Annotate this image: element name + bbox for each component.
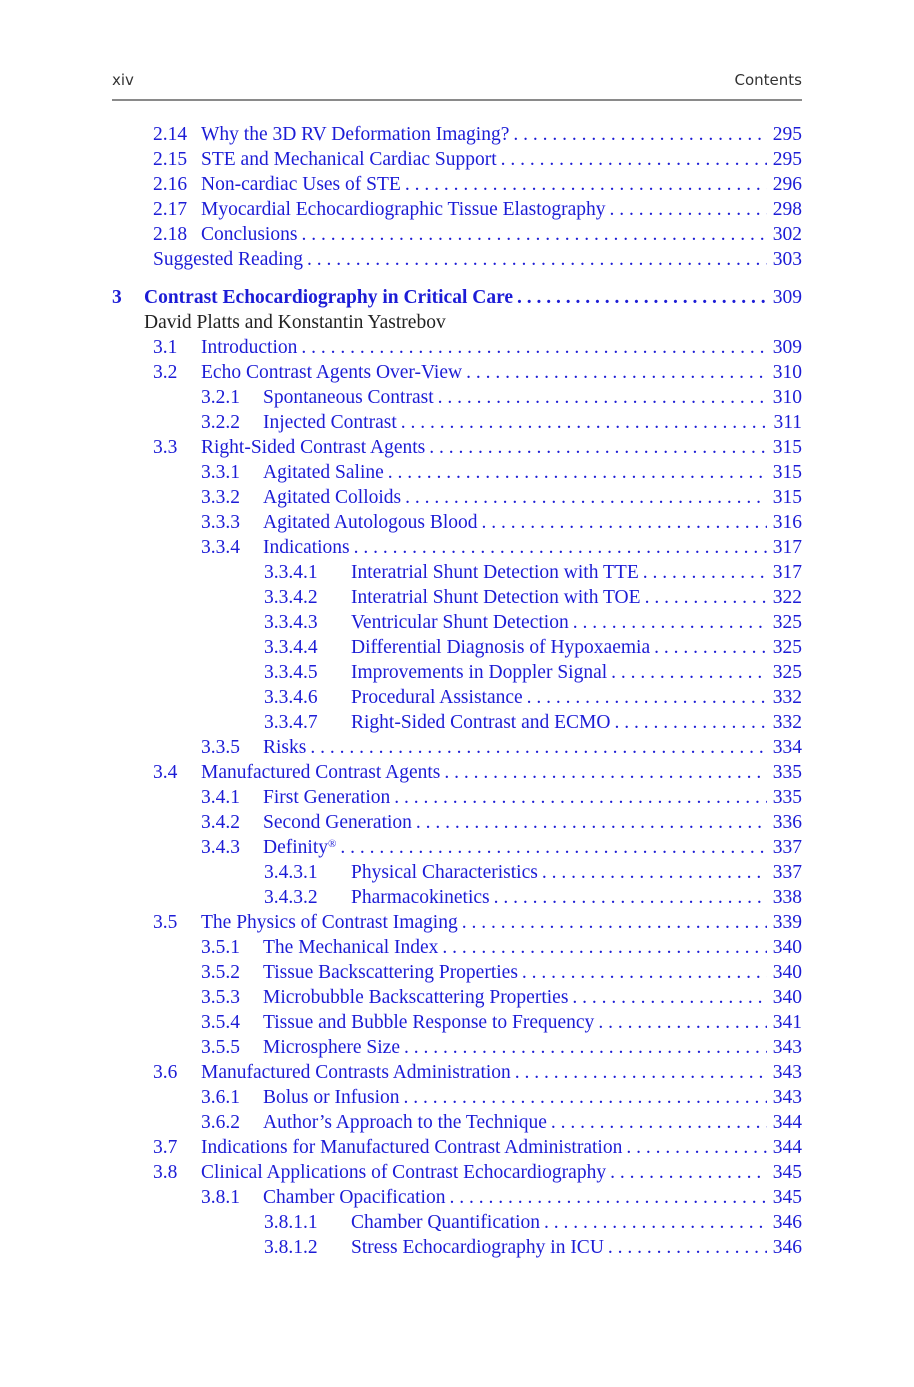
dot-leader — [654, 635, 767, 660]
entry-title-text: Echo Contrast Agents Over-View — [201, 362, 463, 383]
toc-entry[interactable] — [0, 1010, 914, 1035]
entry-title-text: Interatrial Shunt Detection with TOE — [351, 587, 641, 608]
toc-entry[interactable] — [0, 810, 914, 835]
entry-title — [263, 1035, 404, 1060]
toc-entry[interactable] — [0, 935, 914, 960]
running-head — [112, 71, 802, 95]
entry-page-number: 315 — [767, 460, 802, 485]
entry-number: 3.6 — [153, 1062, 178, 1083]
entry-title — [263, 985, 572, 1010]
dot-leader — [405, 485, 767, 510]
dot-leader — [614, 710, 766, 735]
dot-leader — [310, 735, 766, 760]
toc-entry[interactable] — [0, 197, 914, 222]
entry-number: 3.3.4.6 — [264, 687, 318, 708]
dot-leader — [438, 385, 767, 410]
dot-leader — [645, 585, 767, 610]
entry-page-number: 343 — [767, 1085, 802, 1110]
entry-number: 3.2.1 — [201, 387, 240, 408]
dot-leader — [542, 860, 767, 885]
entry-title-text: The Mechanical Index — [263, 937, 439, 958]
entry-page-number: 310 — [767, 360, 802, 385]
dot-leader — [598, 1010, 766, 1035]
dot-leader — [429, 435, 767, 460]
entry-title-text: Conclusions — [201, 224, 298, 245]
entry-number: 3.3.3 — [201, 512, 240, 533]
entry-page-number: 311 — [767, 410, 802, 435]
entry-number: 3.6.2 — [201, 1112, 240, 1133]
entry-title-text: Procedural Assistance — [351, 687, 523, 708]
entry-page-number: 337 — [767, 835, 802, 860]
entry-page-number: 296 — [767, 172, 802, 197]
entry-title — [201, 147, 501, 172]
entry-title-text: Agitated Autologous Blood — [263, 512, 478, 533]
entry-number: 3.5.1 — [201, 937, 240, 958]
entry-page-number: 298 — [767, 197, 802, 222]
entry-number: 3.4.3.1 — [264, 862, 318, 883]
dot-leader — [573, 610, 767, 635]
entry-title-text: Second Generation — [263, 812, 412, 833]
toc-entry[interactable] — [0, 247, 914, 272]
entry-number: 3.4.2 — [201, 812, 240, 833]
entry-page-number: 334 — [767, 735, 802, 760]
entry-title — [201, 1160, 610, 1185]
entry-page-number: 332 — [767, 685, 802, 710]
entry-title-text: Why the 3D RV Deformation Imaging? — [201, 124, 510, 145]
dot-leader — [610, 1160, 767, 1185]
entry-page-number: 345 — [767, 1185, 802, 1210]
entry-title-text: Injected Contrast — [263, 412, 397, 433]
entry-title-text: Non-cardiac Uses of STE — [201, 174, 401, 195]
entry-page-number: 339 — [767, 910, 802, 935]
entry-title — [263, 460, 388, 485]
entry-number: 2.14 — [153, 124, 188, 145]
running-head-title: Contents — [734, 71, 802, 89]
header-rule — [112, 99, 802, 101]
toc-entry[interactable] — [0, 885, 914, 910]
chapter-entry[interactable] — [0, 285, 914, 310]
entry-title — [201, 910, 462, 935]
entry-title-text: Introduction — [201, 337, 298, 358]
entry-title-text: First Generation — [263, 787, 391, 808]
entry-title-text: Stress Echocardiography in ICU — [351, 1237, 604, 1258]
toc-entry[interactable] — [0, 785, 914, 810]
entry-title — [351, 860, 542, 885]
entry-number: 3.3.4.3 — [264, 612, 318, 633]
entry-number: 3.3.4.4 — [264, 637, 318, 658]
toc-entry[interactable] — [0, 660, 914, 685]
entry-title-text: Author’s Approach to the Technique — [263, 1112, 547, 1133]
entry-page-number: 335 — [767, 760, 802, 785]
entry-title-text: Right-Sided Contrast and ECMO — [351, 712, 611, 733]
entry-title — [201, 222, 301, 247]
toc-entry[interactable] — [0, 435, 914, 460]
chapter-page-number: 309 — [767, 285, 802, 310]
entry-page-number: 340 — [767, 935, 802, 960]
entry-number: 2.18 — [153, 224, 188, 245]
entry-page-number: 346 — [767, 1235, 802, 1260]
toc-entry[interactable] — [0, 635, 914, 660]
dot-leader — [494, 885, 767, 910]
entry-title — [263, 935, 442, 960]
dot-leader — [416, 810, 767, 835]
entry-page-number: 340 — [767, 960, 802, 985]
dot-leader — [626, 1135, 766, 1160]
entry-title-text: Indications — [263, 537, 350, 558]
entry-title — [201, 197, 610, 222]
toc-entry[interactable] — [0, 535, 914, 560]
entry-number: 3.3.4.7 — [264, 712, 318, 733]
toc-entry[interactable] — [0, 410, 914, 435]
entry-title — [263, 785, 394, 810]
entry-number: 3.3.4.1 — [264, 562, 318, 583]
entry-number: 3.8.1.2 — [264, 1237, 318, 1258]
entry-title-text: Chamber Quantification — [351, 1212, 540, 1233]
entry-title — [351, 885, 494, 910]
entry-title-text: Improvements in Doppler Signal — [351, 662, 608, 683]
entry-number: 3.3.4.5 — [264, 662, 318, 683]
entry-title-text: Right-Sided Contrast Agents — [201, 437, 426, 458]
entry-page-number: 337 — [767, 860, 802, 885]
entry-number: 2.15 — [153, 149, 188, 170]
entry-page-number: 343 — [767, 1035, 802, 1060]
toc-entry[interactable] — [0, 1185, 914, 1210]
entry-title — [201, 360, 466, 385]
dot-leader — [401, 410, 768, 435]
dot-leader — [611, 660, 767, 685]
toc-entry[interactable] — [0, 710, 914, 735]
toc-entry[interactable] — [0, 610, 914, 635]
entry-number: 3.3.1 — [201, 462, 240, 483]
dot-leader — [517, 285, 767, 310]
dot-leader — [513, 122, 766, 147]
entry-title — [351, 560, 643, 585]
toc-entry[interactable] — [0, 1085, 914, 1110]
entry-title — [263, 510, 482, 535]
entry-title — [263, 1185, 449, 1210]
entry-title-text: Chamber Opacification — [263, 1187, 446, 1208]
entry-page-number: 346 — [767, 1210, 802, 1235]
entry-title — [351, 660, 611, 685]
dot-leader — [462, 910, 767, 935]
toc-entry[interactable] — [0, 485, 914, 510]
dot-leader — [301, 335, 766, 360]
entry-title-text: Agitated Colloids — [263, 487, 402, 508]
entry-page-number: 315 — [767, 485, 802, 510]
toc-entry[interactable] — [0, 385, 914, 410]
dot-leader — [388, 460, 767, 485]
dot-leader — [449, 1185, 766, 1210]
entry-title — [263, 810, 416, 835]
entry-title-text: Manufactured Contrasts Administration — [201, 1062, 511, 1083]
entry-page-number: 295 — [767, 147, 802, 172]
entry-title-text: Manufactured Contrast Agents — [201, 762, 441, 783]
entry-title — [153, 247, 307, 272]
toc-entry[interactable] — [0, 985, 914, 1010]
toc-entry[interactable] — [0, 147, 914, 172]
entry-title-text: Definity — [263, 837, 328, 858]
entry-page-number: 340 — [767, 985, 802, 1010]
entry-page-number: 295 — [767, 122, 802, 147]
entry-title-text: Indications for Manufactured Contrast Administration — [201, 1137, 623, 1158]
toc-entry[interactable] — [0, 122, 914, 147]
entry-number: 3.5 — [153, 912, 178, 933]
toc-entry[interactable] — [0, 910, 914, 935]
toc-entry[interactable] — [0, 835, 914, 860]
dot-leader — [466, 360, 767, 385]
registered-mark: ® — [327, 838, 337, 850]
entry-title-text: Tissue Backscattering Properties — [263, 962, 518, 983]
entry-title — [201, 335, 301, 360]
chapter-number: 3 — [112, 287, 122, 308]
entry-page-number: 325 — [767, 635, 802, 660]
entry-title — [263, 385, 438, 410]
entry-number: 3.5.3 — [201, 987, 240, 1008]
entry-number: 2.17 — [153, 199, 188, 220]
entry-title-text: Tissue and Bubble Response to Frequency — [263, 1012, 595, 1033]
entry-number: 3.4.3.2 — [264, 887, 318, 908]
dot-leader — [354, 535, 767, 560]
entry-title — [263, 1010, 598, 1035]
entry-title — [263, 835, 340, 860]
entry-page-number: 325 — [767, 610, 802, 635]
entry-number: 3.8.1 — [201, 1187, 240, 1208]
entry-title-text: Microbubble Backscattering Properties — [263, 987, 569, 1008]
toc-entry[interactable] — [0, 460, 914, 485]
entry-title-text: Risks — [263, 737, 307, 758]
entry-number: 3.2 — [153, 362, 178, 383]
toc-entry[interactable] — [0, 1135, 914, 1160]
entry-title — [201, 122, 513, 147]
entry-title-text: Spontaneous Contrast — [263, 387, 434, 408]
toc-entry[interactable] — [0, 685, 914, 710]
table-of-contents — [0, 122, 914, 1260]
toc-entry[interactable] — [0, 172, 914, 197]
previous-chapter-entries — [0, 122, 914, 272]
entry-title-text: Physical Characteristics — [351, 862, 538, 883]
entry-number: 3.4.1 — [201, 787, 240, 808]
entry-title-text: STE and Mechanical Cardiac Support — [201, 149, 497, 170]
toc-entry[interactable] — [0, 585, 914, 610]
entry-page-number: 317 — [767, 535, 802, 560]
dot-leader — [501, 147, 767, 172]
entry-number: 3.8.1.1 — [264, 1212, 318, 1233]
entry-number: 3.3.2 — [201, 487, 240, 508]
entry-title-text: Ventricular Shunt Detection — [351, 612, 569, 633]
toc-entry[interactable] — [0, 1060, 914, 1085]
entry-page-number: 315 — [767, 435, 802, 460]
entry-title-text: Myocardial Echocardiographic Tissue Elastography — [201, 199, 606, 220]
entry-page-number: 309 — [767, 335, 802, 360]
entry-page-number: 336 — [767, 810, 802, 835]
toc-entry[interactable] — [0, 510, 914, 535]
entry-page-number: 302 — [767, 222, 802, 247]
entry-page-number: 332 — [767, 710, 802, 735]
toc-entry[interactable] — [0, 335, 914, 360]
toc-entry[interactable] — [0, 960, 914, 985]
entry-page-number: 338 — [767, 885, 802, 910]
entry-title — [263, 1085, 404, 1110]
entry-page-number: 343 — [767, 1060, 802, 1085]
entry-number: 3.4 — [153, 762, 178, 783]
toc-entry[interactable] — [0, 860, 914, 885]
entry-title — [351, 635, 654, 660]
entry-title — [351, 1235, 608, 1260]
toc-entry[interactable] — [0, 1110, 914, 1135]
dot-leader — [610, 197, 767, 222]
toc-entry[interactable] — [0, 1235, 914, 1260]
entry-title — [351, 710, 614, 735]
dot-leader — [522, 960, 767, 985]
entry-title — [201, 760, 444, 785]
entry-title-text: Interatrial Shunt Detection with TTE — [351, 562, 639, 583]
toc-entry[interactable] — [0, 1035, 914, 1060]
entry-title — [201, 172, 405, 197]
dot-leader — [572, 985, 766, 1010]
chapter-entries — [0, 335, 914, 1260]
entry-title-text: Agitated Saline — [263, 462, 384, 483]
entry-number: 3.2.2 — [201, 412, 240, 433]
entry-number: 3.3.4 — [201, 537, 240, 558]
entry-number: 3.5.4 — [201, 1012, 240, 1033]
entry-page-number: 325 — [767, 660, 802, 685]
entry-page-number: 303 — [767, 247, 802, 272]
entry-page-number: 322 — [767, 585, 802, 610]
entry-title — [201, 1060, 515, 1085]
entry-title-text: Suggested Reading — [153, 249, 304, 270]
entry-title-text: The Physics of Contrast Imaging — [201, 912, 458, 933]
dot-leader — [551, 1110, 767, 1135]
dot-leader — [608, 1235, 767, 1260]
entry-page-number: 344 — [767, 1110, 802, 1135]
entry-page-number: 316 — [767, 510, 802, 535]
entry-title-text: Microsphere Size — [263, 1037, 400, 1058]
entry-number: 3.5.2 — [201, 962, 240, 983]
dot-leader — [527, 685, 767, 710]
dot-leader — [405, 172, 767, 197]
entry-title-text: Differential Diagnosis of Hypoxaemia — [351, 637, 651, 658]
entry-title — [351, 585, 645, 610]
entry-title — [201, 1135, 626, 1160]
entry-number: 3.4.3 — [201, 837, 240, 858]
toc-entry[interactable] — [0, 760, 914, 785]
toc-entry[interactable] — [0, 1210, 914, 1235]
entry-title — [263, 735, 310, 760]
toc-entry[interactable] — [0, 560, 914, 585]
entry-title — [351, 1210, 544, 1235]
entry-title — [263, 535, 354, 560]
toc-entry[interactable] — [0, 360, 914, 385]
dot-leader — [442, 935, 766, 960]
dot-leader — [544, 1210, 767, 1235]
entry-number: 3.3.5 — [201, 737, 240, 758]
entry-number: 3.6.1 — [201, 1087, 240, 1108]
entry-title — [201, 435, 429, 460]
entry-number: 2.16 — [153, 174, 188, 195]
entry-title — [263, 485, 405, 510]
entry-number: 3.7 — [153, 1137, 178, 1158]
entry-number: 3.1 — [153, 337, 178, 358]
entry-page-number: 317 — [767, 560, 802, 585]
entry-number: 3.3.4.2 — [264, 587, 318, 608]
dot-leader — [482, 510, 767, 535]
entry-title-text: Bolus or Infusion — [263, 1087, 400, 1108]
toc-entry[interactable] — [0, 735, 914, 760]
entry-page-number: 344 — [767, 1135, 802, 1160]
entry-title-text: Pharmacokinetics — [351, 887, 490, 908]
dot-leader — [643, 560, 767, 585]
dot-leader — [515, 1060, 767, 1085]
dot-leader — [340, 835, 766, 860]
entry-title — [263, 960, 522, 985]
entry-title-text: Clinical Applications of Contrast Echocardiography — [201, 1162, 607, 1183]
entry-title — [263, 410, 401, 435]
dot-leader — [301, 222, 766, 247]
dot-leader — [394, 785, 766, 810]
entry-number: 3.8 — [153, 1162, 178, 1183]
chapter-authors: David Platts and Konstantin Yastrebov — [144, 312, 446, 333]
dot-leader — [404, 1085, 767, 1110]
dot-leader — [307, 247, 767, 272]
entry-title — [351, 685, 527, 710]
entry-page-number: 345 — [767, 1160, 802, 1185]
chapter-title: Contrast Echocardiography in Critical Care — [144, 285, 517, 310]
entry-page-number: 310 — [767, 385, 802, 410]
page-folio: xiv — [112, 71, 134, 89]
toc-entry[interactable] — [0, 1160, 914, 1185]
entry-number: 3.3 — [153, 437, 178, 458]
toc-entry[interactable] — [0, 222, 914, 247]
entry-title — [263, 1110, 551, 1135]
dot-leader — [444, 760, 766, 785]
entry-page-number: 335 — [767, 785, 802, 810]
entry-title — [351, 610, 573, 635]
entry-page-number: 341 — [767, 1010, 802, 1035]
entry-number: 3.5.5 — [201, 1037, 240, 1058]
dot-leader — [404, 1035, 767, 1060]
